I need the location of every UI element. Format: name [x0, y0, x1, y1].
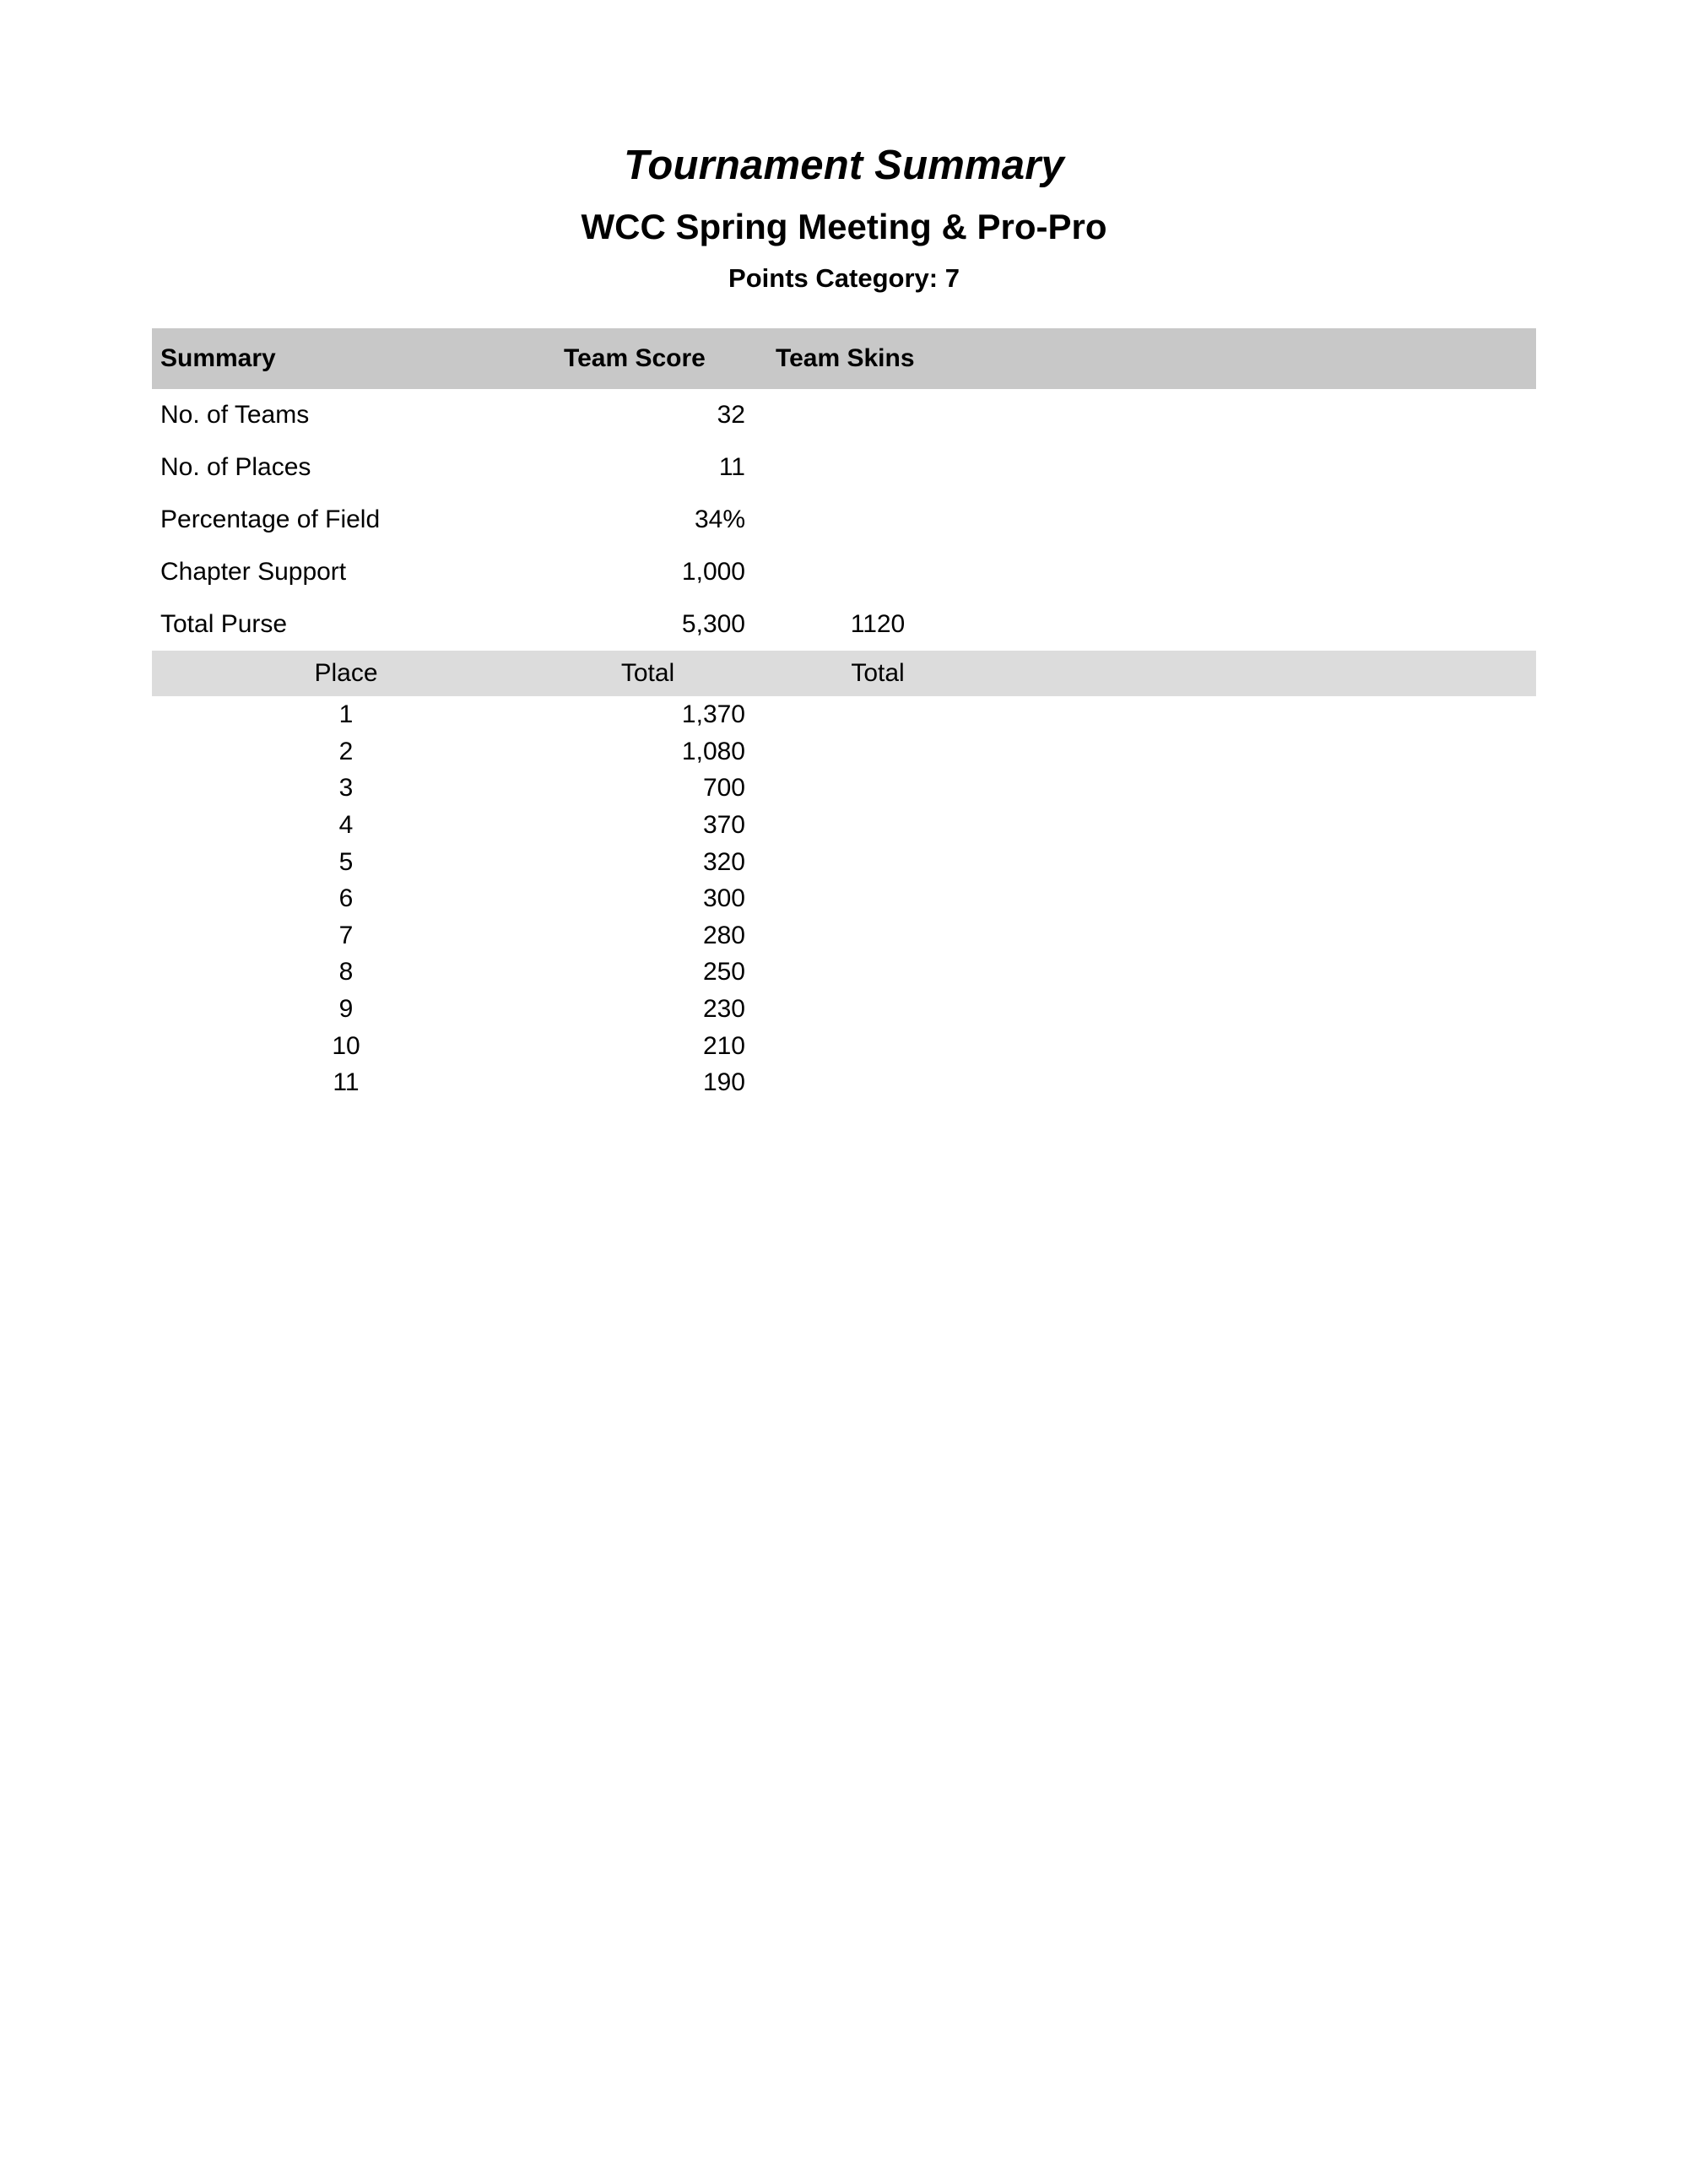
place-total-skins: [755, 991, 1000, 1028]
stat-team-score: 32: [717, 401, 745, 430]
places-body: [152, 696, 1536, 1101]
places-subheader-body: [152, 651, 1536, 696]
stat-label: Chapter Support: [160, 558, 347, 587]
place-number: 9: [338, 994, 354, 1023]
table-row: [152, 598, 1536, 651]
stat-team-skins: 1120: [850, 610, 906, 639]
table-row: [152, 1064, 1536, 1101]
place-spacer: [1000, 1064, 1536, 1101]
place-spacer: [1000, 807, 1536, 844]
subcolumn-header-total-skins: Total: [755, 651, 1000, 696]
place-total-skins: [755, 954, 1000, 991]
place-total-score: 1,080: [681, 737, 745, 765]
table-row: [152, 696, 1536, 733]
subcolumn-header-total-score: Total: [540, 651, 755, 696]
place-total-skins: [755, 1028, 1000, 1065]
place-number: 11: [333, 1068, 360, 1097]
place-number: 1: [338, 700, 354, 729]
table-row: [152, 546, 1536, 598]
table-row: [152, 917, 1536, 954]
place-total-score: 250: [702, 958, 745, 987]
place-total-score: 280: [702, 921, 745, 949]
table-row: [152, 494, 1536, 546]
place-number: 4: [338, 810, 354, 839]
place-total-skins: [755, 770, 1000, 807]
stat-spacer: [1000, 441, 1536, 494]
place-total-score: 210: [702, 1031, 745, 1060]
stat-label: Percentage of Field: [160, 505, 381, 534]
place-total-score: 320: [702, 847, 745, 876]
place-number: 6: [338, 884, 354, 913]
stat-label: No. of Teams: [160, 401, 310, 430]
document-header: [0, 0, 1688, 293]
place-total-skins: [755, 733, 1000, 770]
place-total-skins: [755, 917, 1000, 954]
place-number: 10: [332, 1031, 360, 1060]
place-total-score: 190: [702, 1068, 745, 1097]
subheader-spacer: [1000, 651, 1536, 696]
place-spacer: [1000, 770, 1536, 807]
table-row: [152, 441, 1536, 494]
place-total-skins: [755, 844, 1000, 881]
place-spacer: [1000, 1028, 1536, 1065]
place-spacer: [1000, 696, 1536, 733]
table-row: [152, 807, 1536, 844]
place-spacer: [1000, 917, 1536, 954]
points-category: Points Category: 7: [728, 263, 960, 294]
table-row: [152, 954, 1536, 991]
column-header-summary: Summary: [152, 328, 540, 389]
place-total-skins: [755, 1064, 1000, 1101]
summary-table-container: [152, 328, 1536, 1101]
column-header-spacer: [1000, 328, 1536, 389]
stat-team-score: 5,300: [681, 610, 745, 639]
place-number: 2: [338, 737, 354, 765]
table-header-row: [152, 328, 1536, 389]
place-total-score: 230: [702, 994, 745, 1023]
place-total-score: 300: [702, 884, 745, 913]
table-row: [152, 770, 1536, 807]
stat-team-score: 11: [718, 453, 745, 482]
table-row: [152, 733, 1536, 770]
place-spacer: [1000, 844, 1536, 881]
table-row: [152, 1028, 1536, 1065]
table-row: [152, 991, 1536, 1028]
place-spacer: [1000, 733, 1536, 770]
place-total-skins: [755, 880, 1000, 917]
table-row: [152, 389, 1536, 441]
stat-team-score: 34%: [694, 505, 745, 534]
stat-spacer: [1000, 546, 1536, 598]
tournament-summary-table: [152, 328, 1536, 1101]
place-spacer: [1000, 880, 1536, 917]
place-spacer: [1000, 991, 1536, 1028]
table-row: [152, 844, 1536, 881]
places-subheader-row: [152, 651, 1536, 696]
column-header-team-score: Team Score: [540, 328, 755, 389]
place-total-skins: [755, 696, 1000, 733]
place-total-skins: [755, 807, 1000, 844]
stat-team-skins: [755, 546, 1000, 598]
event-name: WCC Spring Meeting & Pro-Pro: [581, 206, 1107, 246]
stat-team-skins: [755, 494, 1000, 546]
column-header-team-skins: Team Skins: [755, 328, 1000, 389]
place-number: 8: [338, 958, 354, 987]
place-total-score: 700: [702, 774, 745, 803]
stat-label: Total Purse: [160, 610, 288, 639]
place-number: 3: [338, 774, 354, 803]
stat-spacer: [1000, 389, 1536, 441]
place-number: 5: [338, 847, 354, 876]
stat-team-score: 1,000: [681, 558, 745, 587]
stat-label: No. of Places: [160, 453, 311, 482]
place-total-score: 370: [702, 810, 745, 839]
place-spacer: [1000, 954, 1536, 991]
stat-spacer: [1000, 494, 1536, 546]
place-number: 7: [338, 921, 354, 949]
table-row: [152, 880, 1536, 917]
place-total-score: 1,370: [681, 700, 745, 729]
stat-spacer: [1000, 598, 1536, 651]
stat-team-skins: [755, 389, 1000, 441]
page-title: Tournament Summary: [624, 143, 1064, 188]
summary-stats-body: [152, 389, 1536, 651]
stat-team-skins: [755, 441, 1000, 494]
subcolumn-header-place: Place: [152, 651, 540, 696]
